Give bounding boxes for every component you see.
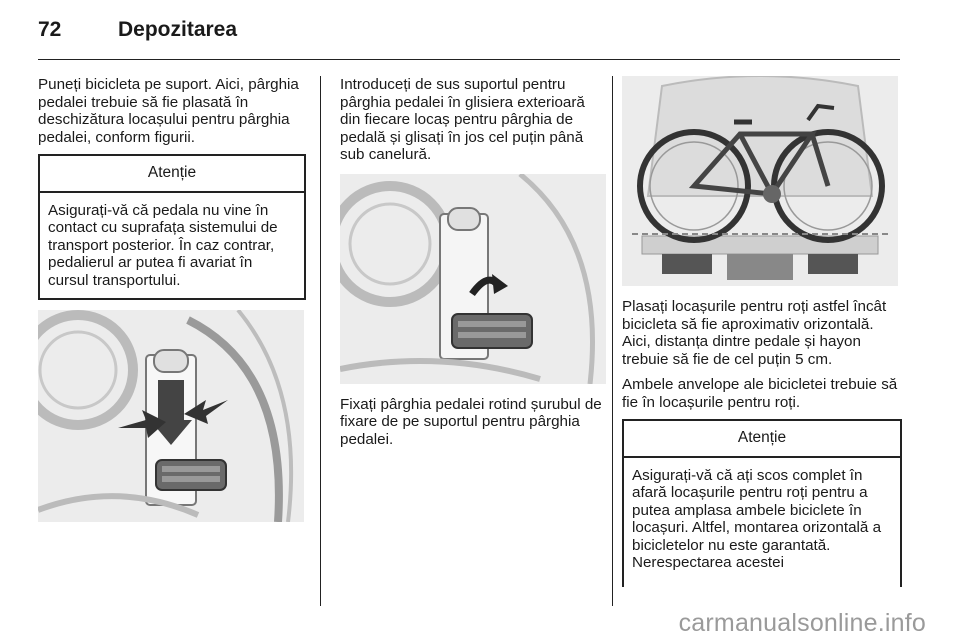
warning-heading: Atenție: [40, 156, 304, 193]
column-2: [340, 76, 606, 456]
pedal-screw-illustration: [340, 174, 606, 384]
instruction-paragraph: Puneți bicicleta pe suport. Aici, pârghia pedalei trebuie să fie plasată în deschizătura locașului pentru pârghia pedalei, conform figurii.: [38, 76, 299, 146]
column-1: [38, 76, 306, 522]
column-divider-right: [612, 76, 613, 606]
bike-on-carrier-illustration: [622, 76, 898, 286]
watermark: carmanualsonline.info: [678, 609, 926, 637]
column-3: [622, 76, 902, 587]
page-header: [38, 14, 900, 54]
instruction-paragraph-insert: Introduceți de sus suportul pentru pârghia pedalei în glisiera exterioară din fiecare locaș pentru pârghia de pedală și glisați în jos cel puțin până sub canelură.: [340, 76, 585, 163]
instruction-paragraph-wheel-holders: Plasați locașurile pentru roți astfel încât bicicleta să fie aproximativ orizontală. Aici, distanța dintre pedale și hayon trebuie să fie de cel puțin 5 cm.: [622, 298, 887, 368]
pedal-holder-illustration: [38, 310, 304, 522]
header-rule: [38, 59, 900, 60]
page-number: 72: [38, 18, 62, 41]
warning-text: Asigurați-vă că pedala nu vine în contact cu suprafața sistemului de transport posterior. În caz contrar, pedalierul ar putea fi avariat în cursul transportului.: [48, 201, 278, 289]
warning-heading: Atenție: [624, 421, 900, 458]
instruction-paragraph-fix: Fixați pârghia pedalei rotind șurubul de fixare de pe suportul pentru pârghia pedalei.: [340, 395, 602, 448]
warning-box-truncated: [622, 419, 902, 587]
column-divider-left: [320, 76, 321, 606]
page-title: Depozitarea: [118, 18, 238, 41]
warning-text: Asigurați-vă că ați scos complet în afară locașurile pentru roți pentru a putea amplasa ambele biciclete în locașuri. Altfel, montarea orizontală a bicicletelor nu este garantată. Nerespectarea acestei: [632, 466, 882, 571]
instruction-paragraph-tyres: Ambele anvelope ale bicicletei trebuie să fie în locașurile pentru roți.: [622, 376, 898, 411]
warning-box: [38, 154, 306, 300]
